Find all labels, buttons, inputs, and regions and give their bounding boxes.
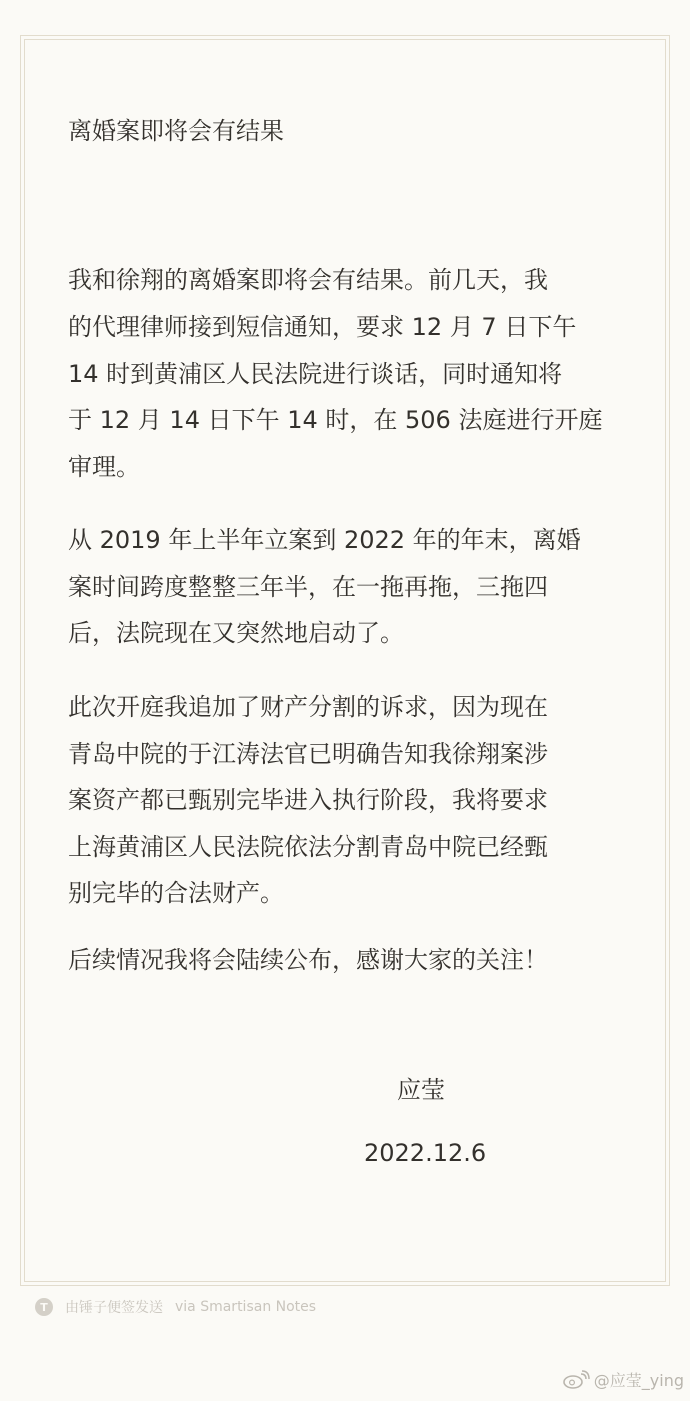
body-line: 于 12 月 14 日下午 14 时，在 506 法庭进行开庭 (68, 406, 603, 434)
body-line: 案资产都已甄别完毕进入执行阶段，我将要求 (68, 786, 548, 814)
body-line: 审理。 (68, 453, 140, 481)
body-line: 案时间跨度整整三年半，在一拖再拖，三拖四 (68, 573, 548, 601)
note-title: 离婚案即将会有结果 (68, 117, 284, 145)
weibo-watermark (562, 1368, 684, 1391)
weibo-logo-icon (562, 1370, 590, 1390)
body-line: 后续情况我将会陆续公布，感谢大家的关注！ (68, 946, 548, 974)
body-line: 此次开庭我追加了财产分割的诉求，因为现在 (68, 693, 548, 721)
body-line: 的代理律师接到短信通知，要求 12 月 7 日下午 (68, 313, 577, 341)
watermark-handle: @应莹_ying (593, 1371, 684, 1390)
body-line: 从 2019 年上半年立案到 2022 年的年末，离婚 (68, 526, 581, 554)
body-line: 别完毕的合法财产。 (68, 879, 284, 907)
footer-via: via Smartisan Notes (175, 1299, 317, 1315)
body-line: 青岛中院的于江涛法官已明确告知我徐翔案涉 (68, 740, 548, 768)
body-line: 我和徐翔的离婚案即将会有结果。前几天，我 (68, 266, 548, 294)
body-line: 后，法院现在又突然地启动了。 (68, 619, 404, 647)
signature-name: 应莹 (397, 1076, 445, 1104)
smartisan-notes-icon: T (35, 1298, 53, 1316)
footer-sent-by: 由锤子便签发送 (65, 1300, 163, 1316)
footer-attribution (35, 1297, 316, 1317)
signature-date: 2022.12.6 (364, 1139, 487, 1167)
body-line: 14 时到黄浦区人民法院进行谈话，同时通知将 (68, 360, 563, 388)
body-line: 上海黄浦区人民法院依法分割青岛中院已经甄 (68, 833, 548, 861)
